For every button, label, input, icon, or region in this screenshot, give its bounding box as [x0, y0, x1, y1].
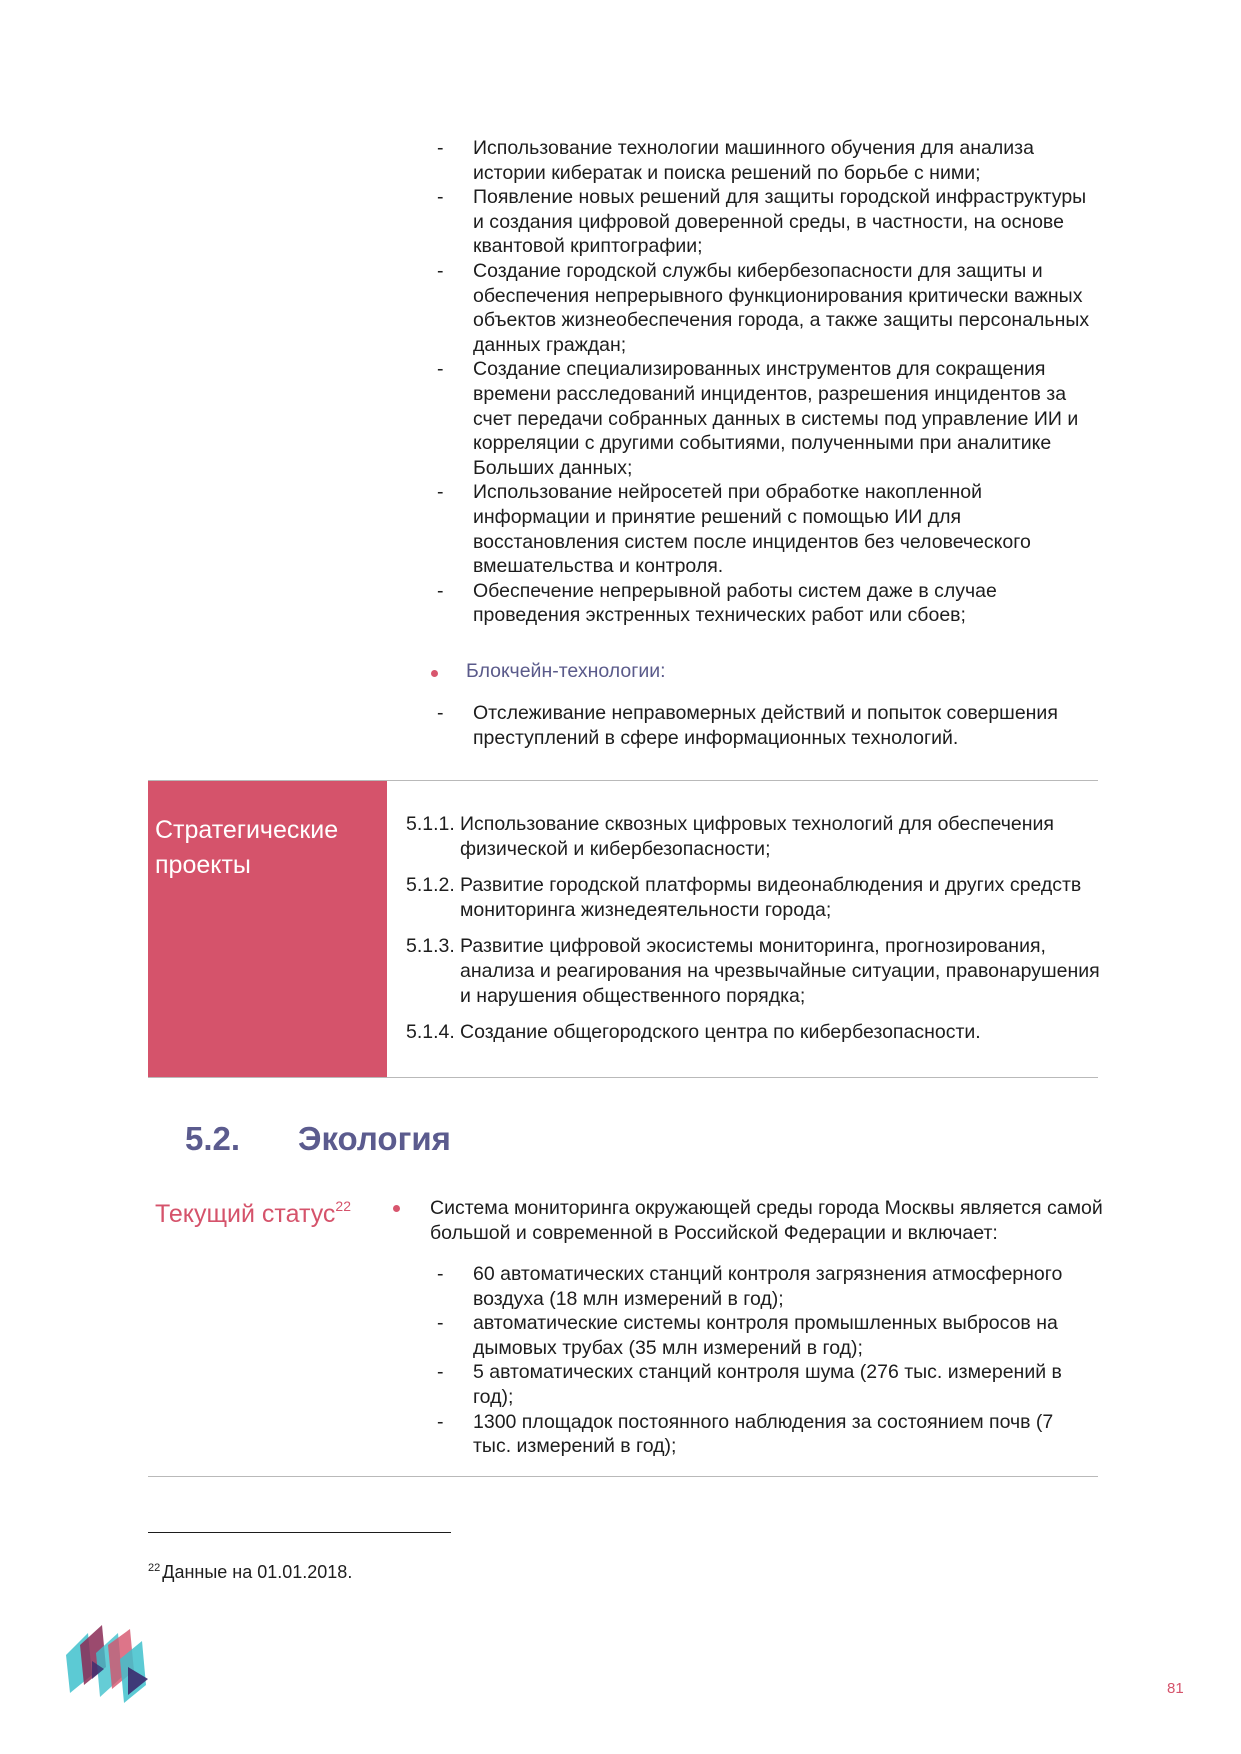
footnote-rule — [148, 1532, 451, 1533]
project-item — [406, 812, 1106, 861]
bullet-dot-icon — [431, 670, 438, 677]
list-item: - Использование нейросетей при обработке накопленной информации и принятие решений с помощью ИИ для восстановления систем после инцидентов без человеческого вмешательства и контроля. — [435, 480, 1095, 578]
project-number: 5.1.2. — [406, 874, 455, 897]
bullet-dot-icon — [393, 1205, 400, 1212]
table-bottom-rule — [148, 1077, 1098, 1078]
footnote: $^{22}$ Данные на 01.01.2018. — [148, 1562, 353, 1582]
project-text: Использование сквозных цифровых технологий для обеспечения физической и кибербезопасности; — [460, 813, 1054, 860]
project-number: 5.1.1. — [406, 813, 455, 835]
strategic-projects-list — [406, 812, 1106, 1057]
section-number: 5.2. — [185, 1120, 241, 1157]
strategic-label: Стратегические проекты — [155, 816, 339, 879]
status-label: Текущий статус$^{22}$ — [155, 1198, 351, 1228]
list-item: - Обеспечение непрерывной работы систем даже в случае проведения экстренных технических работ или сбоев; — [435, 579, 1095, 628]
cyber-measures-list — [435, 136, 1095, 628]
list-item: - Создание городской службы кибербезопасности для защиты и обеспечения непрерывного функционирования критически важных объектов жизнеобеспечения города, а также защиты персональных данных граждан; — [435, 259, 1095, 357]
list-item: - 60 автоматических станций контроля загрязнения атмосферного воздуха (18 млн измерений в год); — [435, 1262, 1095, 1311]
list-item: - Отслеживание неправомерных действий и попыток совершения преступлений в сфере информационных технологий. — [435, 701, 1095, 750]
project-item — [406, 934, 1106, 1008]
logo-icon — [58, 1615, 163, 1705]
project-text: Развитие городской платформы видеонаблюдения и других средств мониторинга жизнедеятельности города; — [460, 874, 1082, 921]
page-number: 81 — [1167, 1680, 1184, 1697]
status-bottom-rule — [148, 1476, 1098, 1477]
list-item: - 5 автоматических станций контроля шума (276 тыс. измерений в год); — [435, 1360, 1095, 1409]
project-item — [406, 1020, 1106, 1045]
list-item: - Появление новых решений для защиты городской инфраструктуры и создания цифровой доверенной среды, в частности, на основе квантовой криптографии; — [435, 185, 1095, 259]
footnote-ref: 22 — [335, 1198, 351, 1214]
blockchain-heading: Блокчейн-технологии: — [466, 660, 666, 682]
project-number: 5.1.4. — [406, 1021, 455, 1044]
list-item: - Создание специализированных инструментов для сокращения времени расследований инцидентов, разрешения инцидентов за счет передачи собранных данных в системы под управление ИИ и корреляции с другими событиями, полученными при аналитике Больших данных; — [435, 357, 1095, 480]
list-item: - 1300 площадок постоянного наблюдения за состоянием почв (7 тыс. измерений в год); — [435, 1410, 1095, 1459]
project-number: 5.1.3. — [406, 935, 455, 958]
status-intro: Система мониторинга окружающей среды города Москвы является самой большой и современной в Российской Федерации и включает: — [430, 1197, 1103, 1244]
monitoring-list — [435, 1262, 1095, 1459]
blockchain-list — [435, 701, 1095, 750]
section-title: Экология — [298, 1120, 451, 1157]
project-text: Развитие цифровой экосистемы мониторинга, прогнозирования, анализа и реагирования на чрезвычайные ситуации, правонарушения и нарушения общественного порядка; — [460, 935, 1100, 1007]
list-item: - автоматические системы контроля промышленных выбросов на дымовых трубах (35 млн измерений в год); — [435, 1311, 1095, 1360]
project-item — [406, 873, 1106, 922]
list-item: - Использование технологии машинного обучения для анализа истории кибератак и поиска решений по борьбе с ними; — [435, 136, 1095, 185]
project-text: Создание общегородского центра по кибербезопасности. — [460, 1021, 981, 1044]
